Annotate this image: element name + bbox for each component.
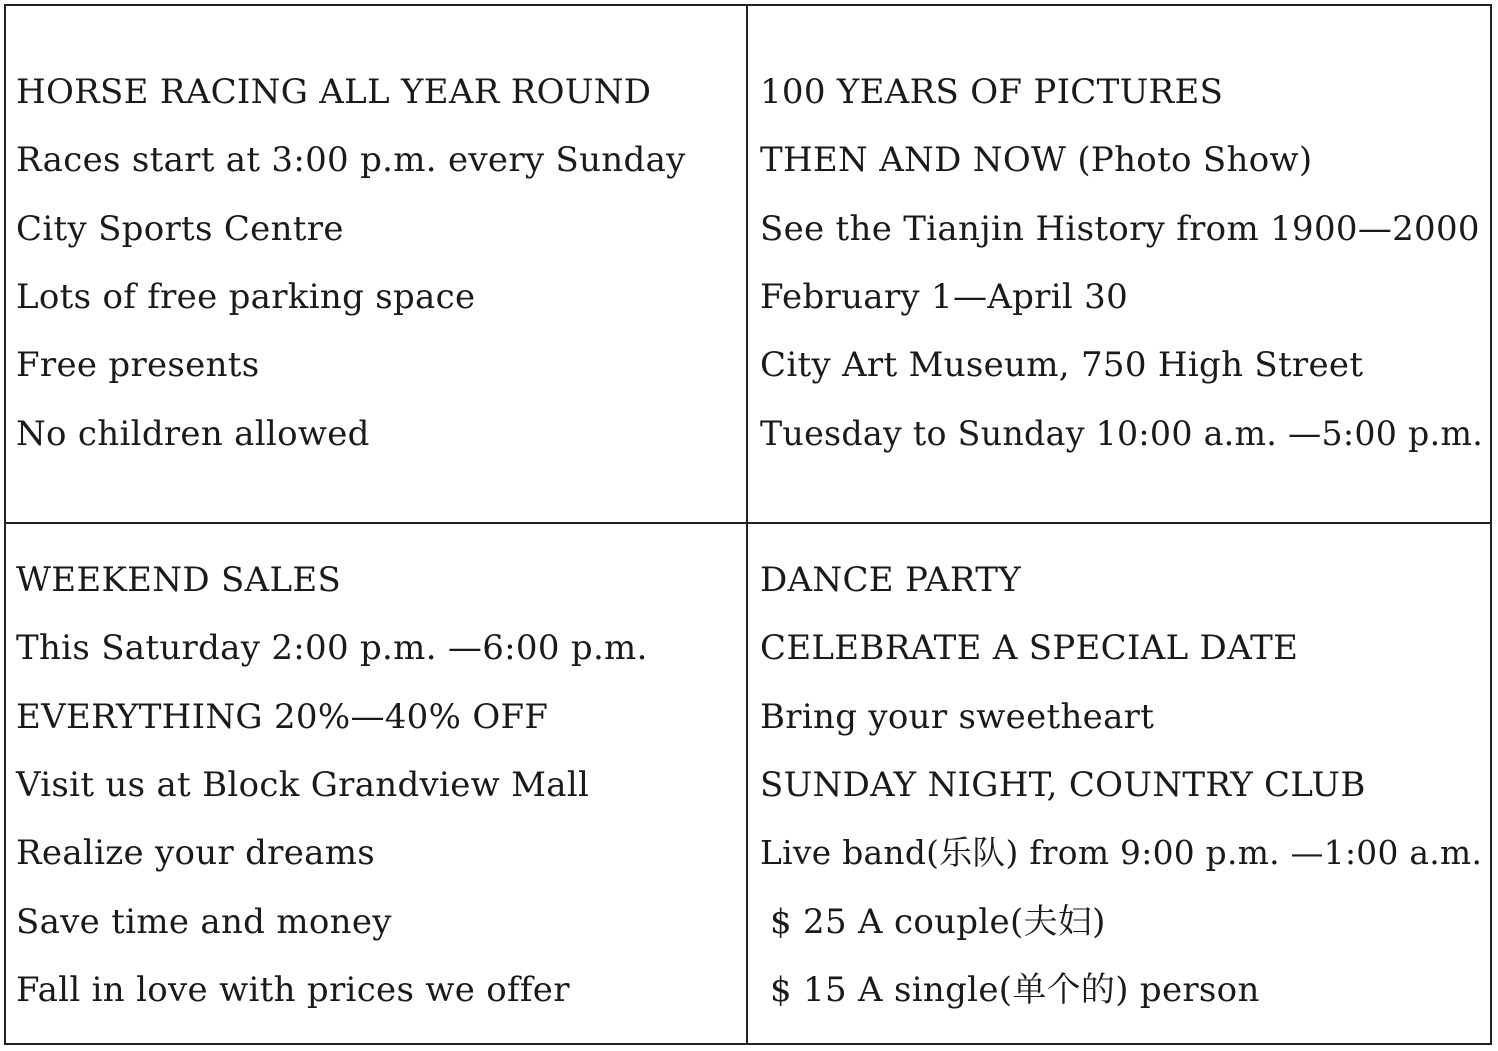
ad-line: City Sports Centre (16, 209, 344, 249)
ad-line: Free presents (16, 345, 260, 385)
ad-line: Races start at 3:00 p.m. every Sunday (16, 140, 686, 180)
ad-line: Visit us at Block Grandview Mall (16, 765, 590, 805)
ad-line: Realize your dreams (16, 833, 376, 873)
ad-line: See the Tianjin History from 1900—2000 (760, 209, 1480, 249)
dance-party-ad (760, 560, 1490, 1040)
ad-line: Fall in love with prices we offer (16, 970, 570, 1010)
vertical-divider (746, 4, 748, 1045)
ad-line: Save time and money (16, 902, 392, 942)
ad-line: SUNDAY NIGHT, COUNTRY CLUB (760, 765, 1366, 805)
ad-line: $ 15 A single(单个的) person (770, 970, 1260, 1010)
ad-line: EVERYTHING 20%—40% OFF (16, 697, 549, 737)
ad-line: Tuesday to Sunday 10:00 a.m. —5:00 p.m. (760, 414, 1484, 453)
weekend-sales-ad (16, 560, 736, 1040)
ad-line: City Art Museum, 750 High Street (760, 345, 1364, 385)
ad-line: Lots of free parking space (16, 277, 476, 317)
ad-line: THEN AND NOW (Photo Show) (760, 140, 1313, 180)
ad-line: No children allowed (16, 414, 370, 454)
ad-line: Live band(乐队) from 9:00 p.m. —1:00 a.m. (760, 834, 1483, 872)
ad-title: DANCE PARTY (760, 560, 1021, 600)
ad-title: 100 YEARS OF PICTURES (760, 72, 1224, 112)
ad-title: HORSE RACING ALL YEAR ROUND (16, 72, 652, 112)
ad-line: This Saturday 2:00 p.m. —6:00 p.m. (16, 628, 648, 668)
ad-line: Bring your sweetheart (760, 697, 1155, 737)
ad-line: February 1—April 30 (760, 277, 1129, 317)
ad-title: WEEKEND SALES (16, 560, 342, 600)
photo-show-ad (760, 72, 1490, 512)
ad-line: $ 25 A couple(夫妇) (770, 902, 1106, 942)
horse-racing-ad (16, 72, 736, 512)
horizontal-divider (4, 522, 1492, 524)
ad-line: CELEBRATE A SPECIAL DATE (760, 628, 1299, 668)
